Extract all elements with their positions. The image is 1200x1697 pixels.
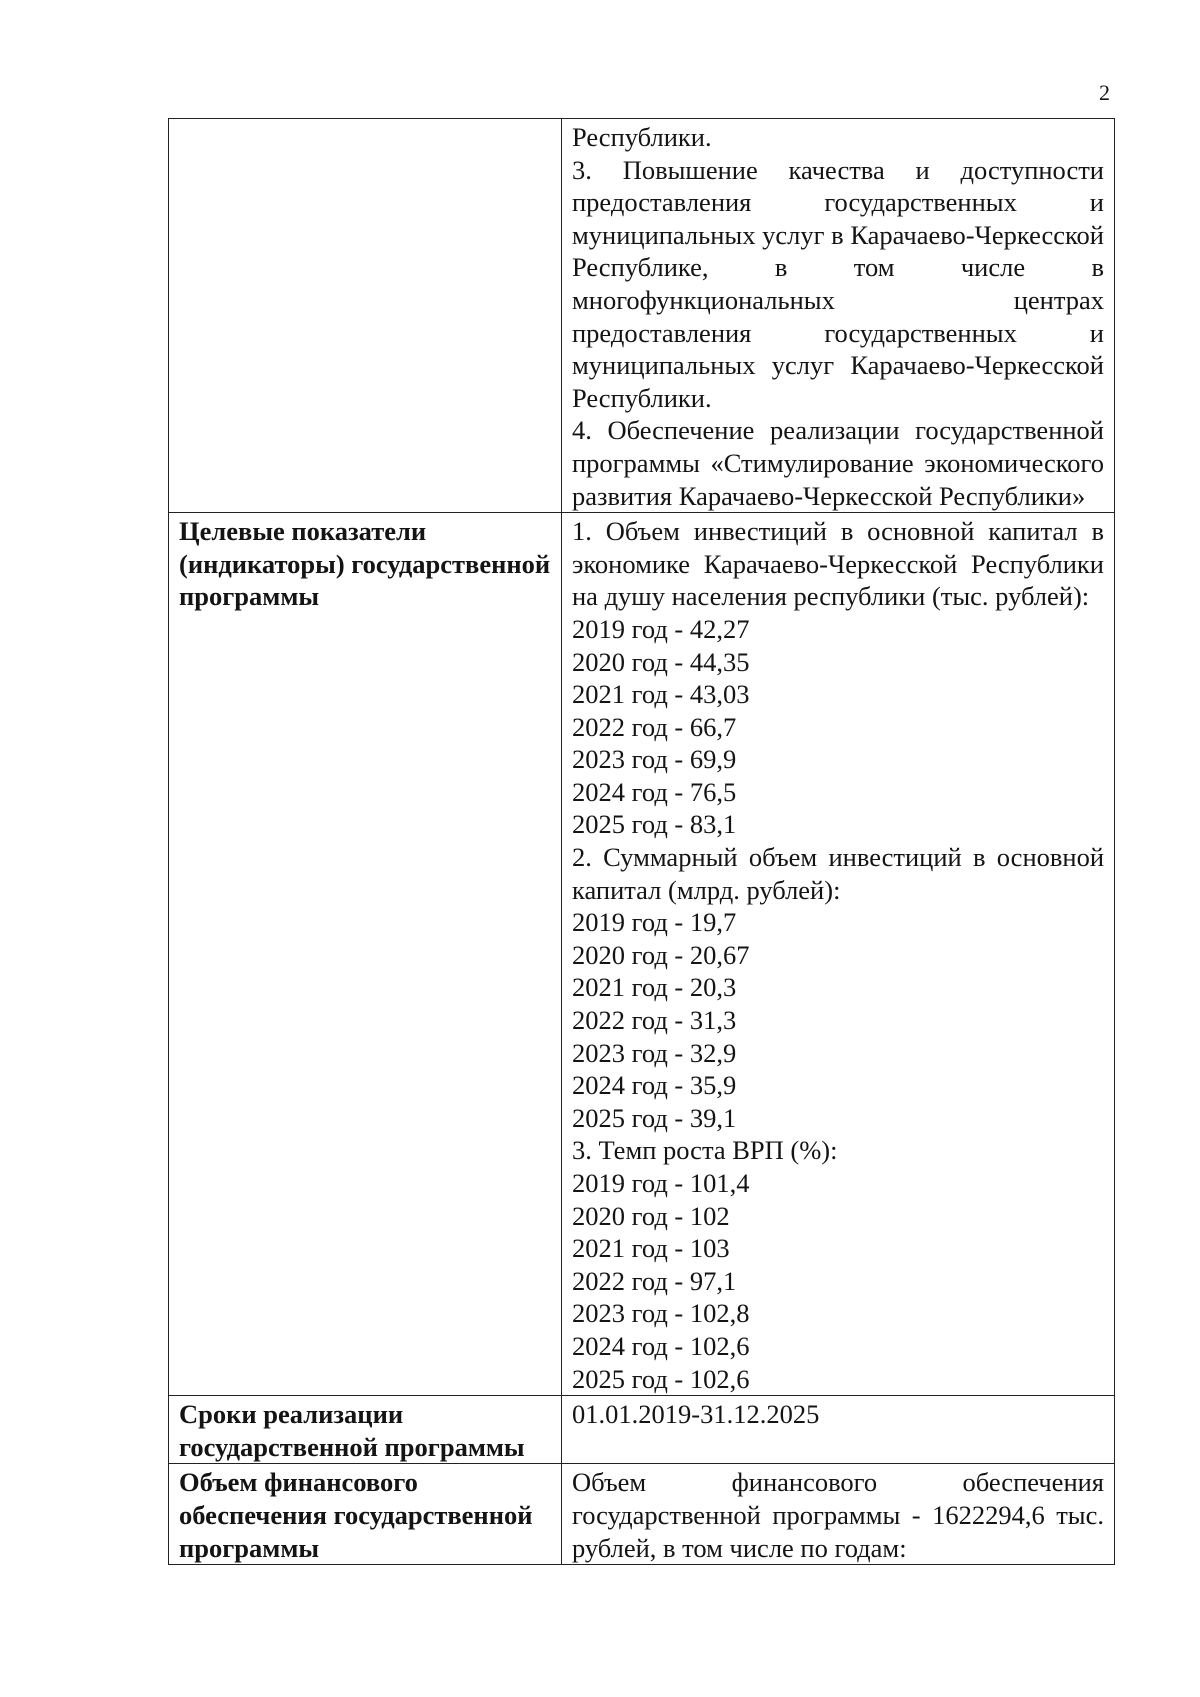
page-number: 2 — [1099, 80, 1110, 105]
indicator-year-value: 2021 год - 20,3 — [572, 972, 737, 1003]
indicator-year-value: 2020 год - 44,35 — [572, 646, 750, 677]
goal-paragraph: 3. Повышение качества и доступности предоставления государственных и муниципальных услуг в Карачаево-Черкесской Республике, в том числе в многофункциональных центрах предоставления государственных и муниципальных услуг Карачаево-Черкесской Республики. — [572, 154, 1104, 413]
table-row — [169, 1396, 1115, 1464]
indicator-year-value: 2020 год - 102 — [572, 1200, 730, 1231]
indicator-year-value: 2019 год - 101,4 — [572, 1168, 750, 1198]
program-passport-table — [168, 118, 1115, 1565]
table-row — [169, 119, 1115, 513]
indicators-cell — [562, 513, 1115, 1396]
indicator-year-value: 2023 год - 32,9 — [572, 1037, 737, 1068]
indicator-year-value: 2025 год - 102,6 — [572, 1363, 750, 1394]
goal-paragraph: 4. Обеспечение реализации государственной программы «Стимулирование экономического развития Карачаево-Черкесской Республики» — [572, 415, 1104, 511]
goal-paragraph: Республики. — [572, 122, 712, 152]
indicator-year-value: 2022 год - 97,1 — [572, 1265, 737, 1296]
indicator-year-value: 2021 год - 103 — [572, 1233, 730, 1264]
indicator-year-value: 2024 год - 76,5 — [572, 776, 737, 807]
indicator-title: 3. Темп роста ВРП (%): — [572, 1135, 838, 1166]
indicator-title: 1. Объем инвестиций в основной капитал в экономике Карачаево-Черкесской Республики на душу населения республики (тыс. рублей): — [572, 516, 1104, 612]
implementation-period-cell: 01.01.2019-31.12.2025 — [562, 1396, 1115, 1464]
row-label: Объем финансового обеспечения государственной программы — [169, 1464, 562, 1565]
row-label: Целевые показатели (индикаторы) государственной программы — [169, 513, 562, 1396]
indicator-year-value: 2024 год - 35,9 — [572, 1070, 737, 1101]
row-label — [169, 119, 562, 513]
table-row — [169, 513, 1115, 1396]
funding-volume-cell: Объем финансового обеспечения государственной программы - 1622294,6 тыс. рублей, в том числе по годам: — [562, 1464, 1115, 1565]
row-label: Сроки реализации государственной программы — [169, 1396, 562, 1464]
goals-cell — [562, 119, 1115, 513]
indicator-year-value: 2023 год - 102,8 — [572, 1298, 750, 1329]
indicator-year-value: 2025 год - 83,1 — [572, 809, 737, 840]
indicator-year-value: 2024 год - 102,6 — [572, 1330, 750, 1361]
indicator-year-value: 2020 год - 20,67 — [572, 939, 750, 970]
indicator-year-value: 2023 год - 69,9 — [572, 744, 737, 775]
indicator-year-value: 2022 год - 66,7 — [572, 711, 737, 742]
indicator-year-value: 2019 год - 19,7 — [572, 907, 737, 938]
indicator-year-value: 2021 год - 43,03 — [572, 679, 750, 710]
table-row — [169, 1464, 1115, 1565]
indicator-year-value: 2022 год - 31,3 — [572, 1005, 737, 1036]
indicator-year-value: 2025 год - 39,1 — [572, 1102, 737, 1133]
indicator-year-value: 2019 год - 42,27 — [572, 613, 750, 644]
indicator-title: 2. Суммарный объем инвестиций в основной капитал (млрд. рублей): — [572, 842, 1104, 905]
